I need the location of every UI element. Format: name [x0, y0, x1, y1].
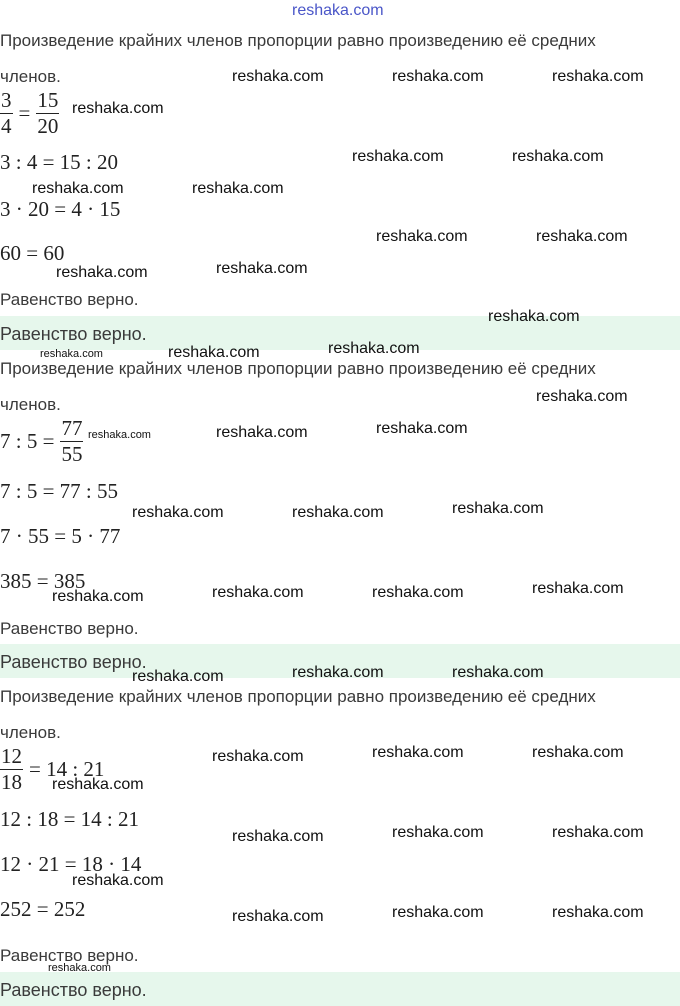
answer-band-text: Равенство верно. — [0, 980, 147, 1000]
watermark: reshaka.com — [232, 908, 324, 925]
watermark: reshaka.com — [512, 148, 604, 165]
watermark: reshaka.com — [192, 180, 284, 197]
answer-band-text: Равенство верно. — [0, 652, 147, 672]
result-equation: 385 = 385 — [0, 569, 86, 593]
rule-text-line2: членов. — [0, 395, 61, 414]
denominator: 4 — [1, 114, 12, 138]
watermark: reshaka.com — [372, 584, 464, 601]
answer-band-text: Равенство верно. — [0, 324, 147, 344]
watermark: reshaka.com — [372, 744, 464, 761]
watermark: reshaka.com — [212, 748, 304, 765]
result-equation: 60 = 60 — [0, 241, 65, 265]
rule-text-line2: членов. — [0, 723, 61, 742]
equals-sign: = — [18, 101, 31, 125]
watermark: reshaka.com — [352, 148, 444, 165]
watermark: reshaka.com — [532, 580, 624, 597]
product-equation: 3 · 20 = 4 · 15 — [0, 197, 121, 221]
ratio-equation: 3 : 4 = 15 : 20 — [0, 150, 119, 174]
ratio-prefix: 7 : 5 = — [0, 429, 55, 453]
rule-text-line1: Произведение крайних членов пропорции равно произведению её средних — [0, 687, 596, 706]
watermark: reshaka.com — [72, 100, 164, 117]
watermark: reshaka.com — [216, 424, 308, 441]
product-equation: 12 · 21 = 18 · 14 — [0, 852, 142, 876]
watermark: reshaka.com — [452, 664, 544, 681]
watermark: reshaka.com — [552, 904, 644, 921]
watermark: reshaka.com — [132, 668, 224, 685]
watermark: reshaka.com — [376, 228, 468, 245]
watermark: reshaka.com — [532, 744, 624, 761]
watermark: reshaka.com — [48, 962, 111, 974]
watermark: reshaka.com — [132, 504, 224, 521]
watermark: reshaka.com — [72, 872, 164, 889]
numerator: 3 — [1, 88, 12, 112]
fraction-equation — [0, 90, 59, 137]
watermark: reshaka.com — [536, 388, 628, 405]
watermark: reshaka.com — [292, 664, 384, 681]
header-watermark: reshaka.com — [292, 2, 384, 19]
ratio-suffix: = 14 : 21 — [29, 757, 105, 781]
watermark: reshaka.com — [392, 824, 484, 841]
watermark: reshaka.com — [292, 504, 384, 521]
result-text: Равенство верно. — [0, 290, 139, 309]
watermark: reshaka.com — [52, 776, 144, 793]
ratio-equation: 7 : 5 = 77 : 55 — [0, 479, 119, 503]
result-text: Равенство верно. — [0, 946, 139, 965]
denominator: 55 — [61, 442, 83, 466]
watermark: reshaka.com — [376, 420, 468, 437]
watermark: reshaka.com — [392, 68, 484, 85]
rule-text-line2: членов. — [0, 67, 61, 86]
fraction — [60, 418, 83, 465]
ratio-equation: 12 : 18 = 14 : 21 — [0, 807, 140, 831]
watermark: reshaka.com — [452, 500, 544, 517]
watermark: reshaka.com — [52, 588, 144, 605]
watermark: reshaka.com — [392, 904, 484, 921]
watermark: reshaka.com — [536, 228, 628, 245]
rule-text-line1: Произведение крайних членов пропорции равно произведению её средних — [0, 359, 596, 378]
watermark: reshaka.com — [88, 429, 151, 441]
numerator: 15 — [37, 88, 59, 112]
watermark: reshaka.com — [232, 828, 324, 845]
numerator: 77 — [61, 416, 83, 440]
watermark: reshaka.com — [232, 68, 324, 85]
numerator: 12 — [1, 744, 22, 768]
watermark: reshaka.com — [56, 264, 148, 281]
watermark: reshaka.com — [552, 68, 644, 85]
watermark: reshaka.com — [168, 344, 260, 361]
result-text: Равенство верно. — [0, 619, 139, 638]
watermark: reshaka.com — [40, 348, 103, 360]
watermark: reshaka.com — [328, 340, 420, 357]
denominator: 20 — [37, 114, 59, 138]
rule-text-line1: Произведение крайних членов пропорции равно произведению её средних — [0, 31, 596, 50]
watermark: reshaka.com — [488, 308, 580, 325]
denominator: 18 — [1, 770, 22, 794]
fraction-equation — [0, 418, 83, 465]
watermark: reshaka.com — [32, 180, 124, 197]
watermark: reshaka.com — [552, 824, 644, 841]
watermark: reshaka.com — [212, 584, 304, 601]
fraction — [36, 90, 59, 137]
product-equation: 7 · 55 = 5 · 77 — [0, 524, 121, 548]
fraction — [0, 746, 23, 793]
result-equation: 252 = 252 — [0, 897, 86, 921]
watermark: reshaka.com — [216, 260, 308, 277]
fraction — [0, 90, 13, 137]
